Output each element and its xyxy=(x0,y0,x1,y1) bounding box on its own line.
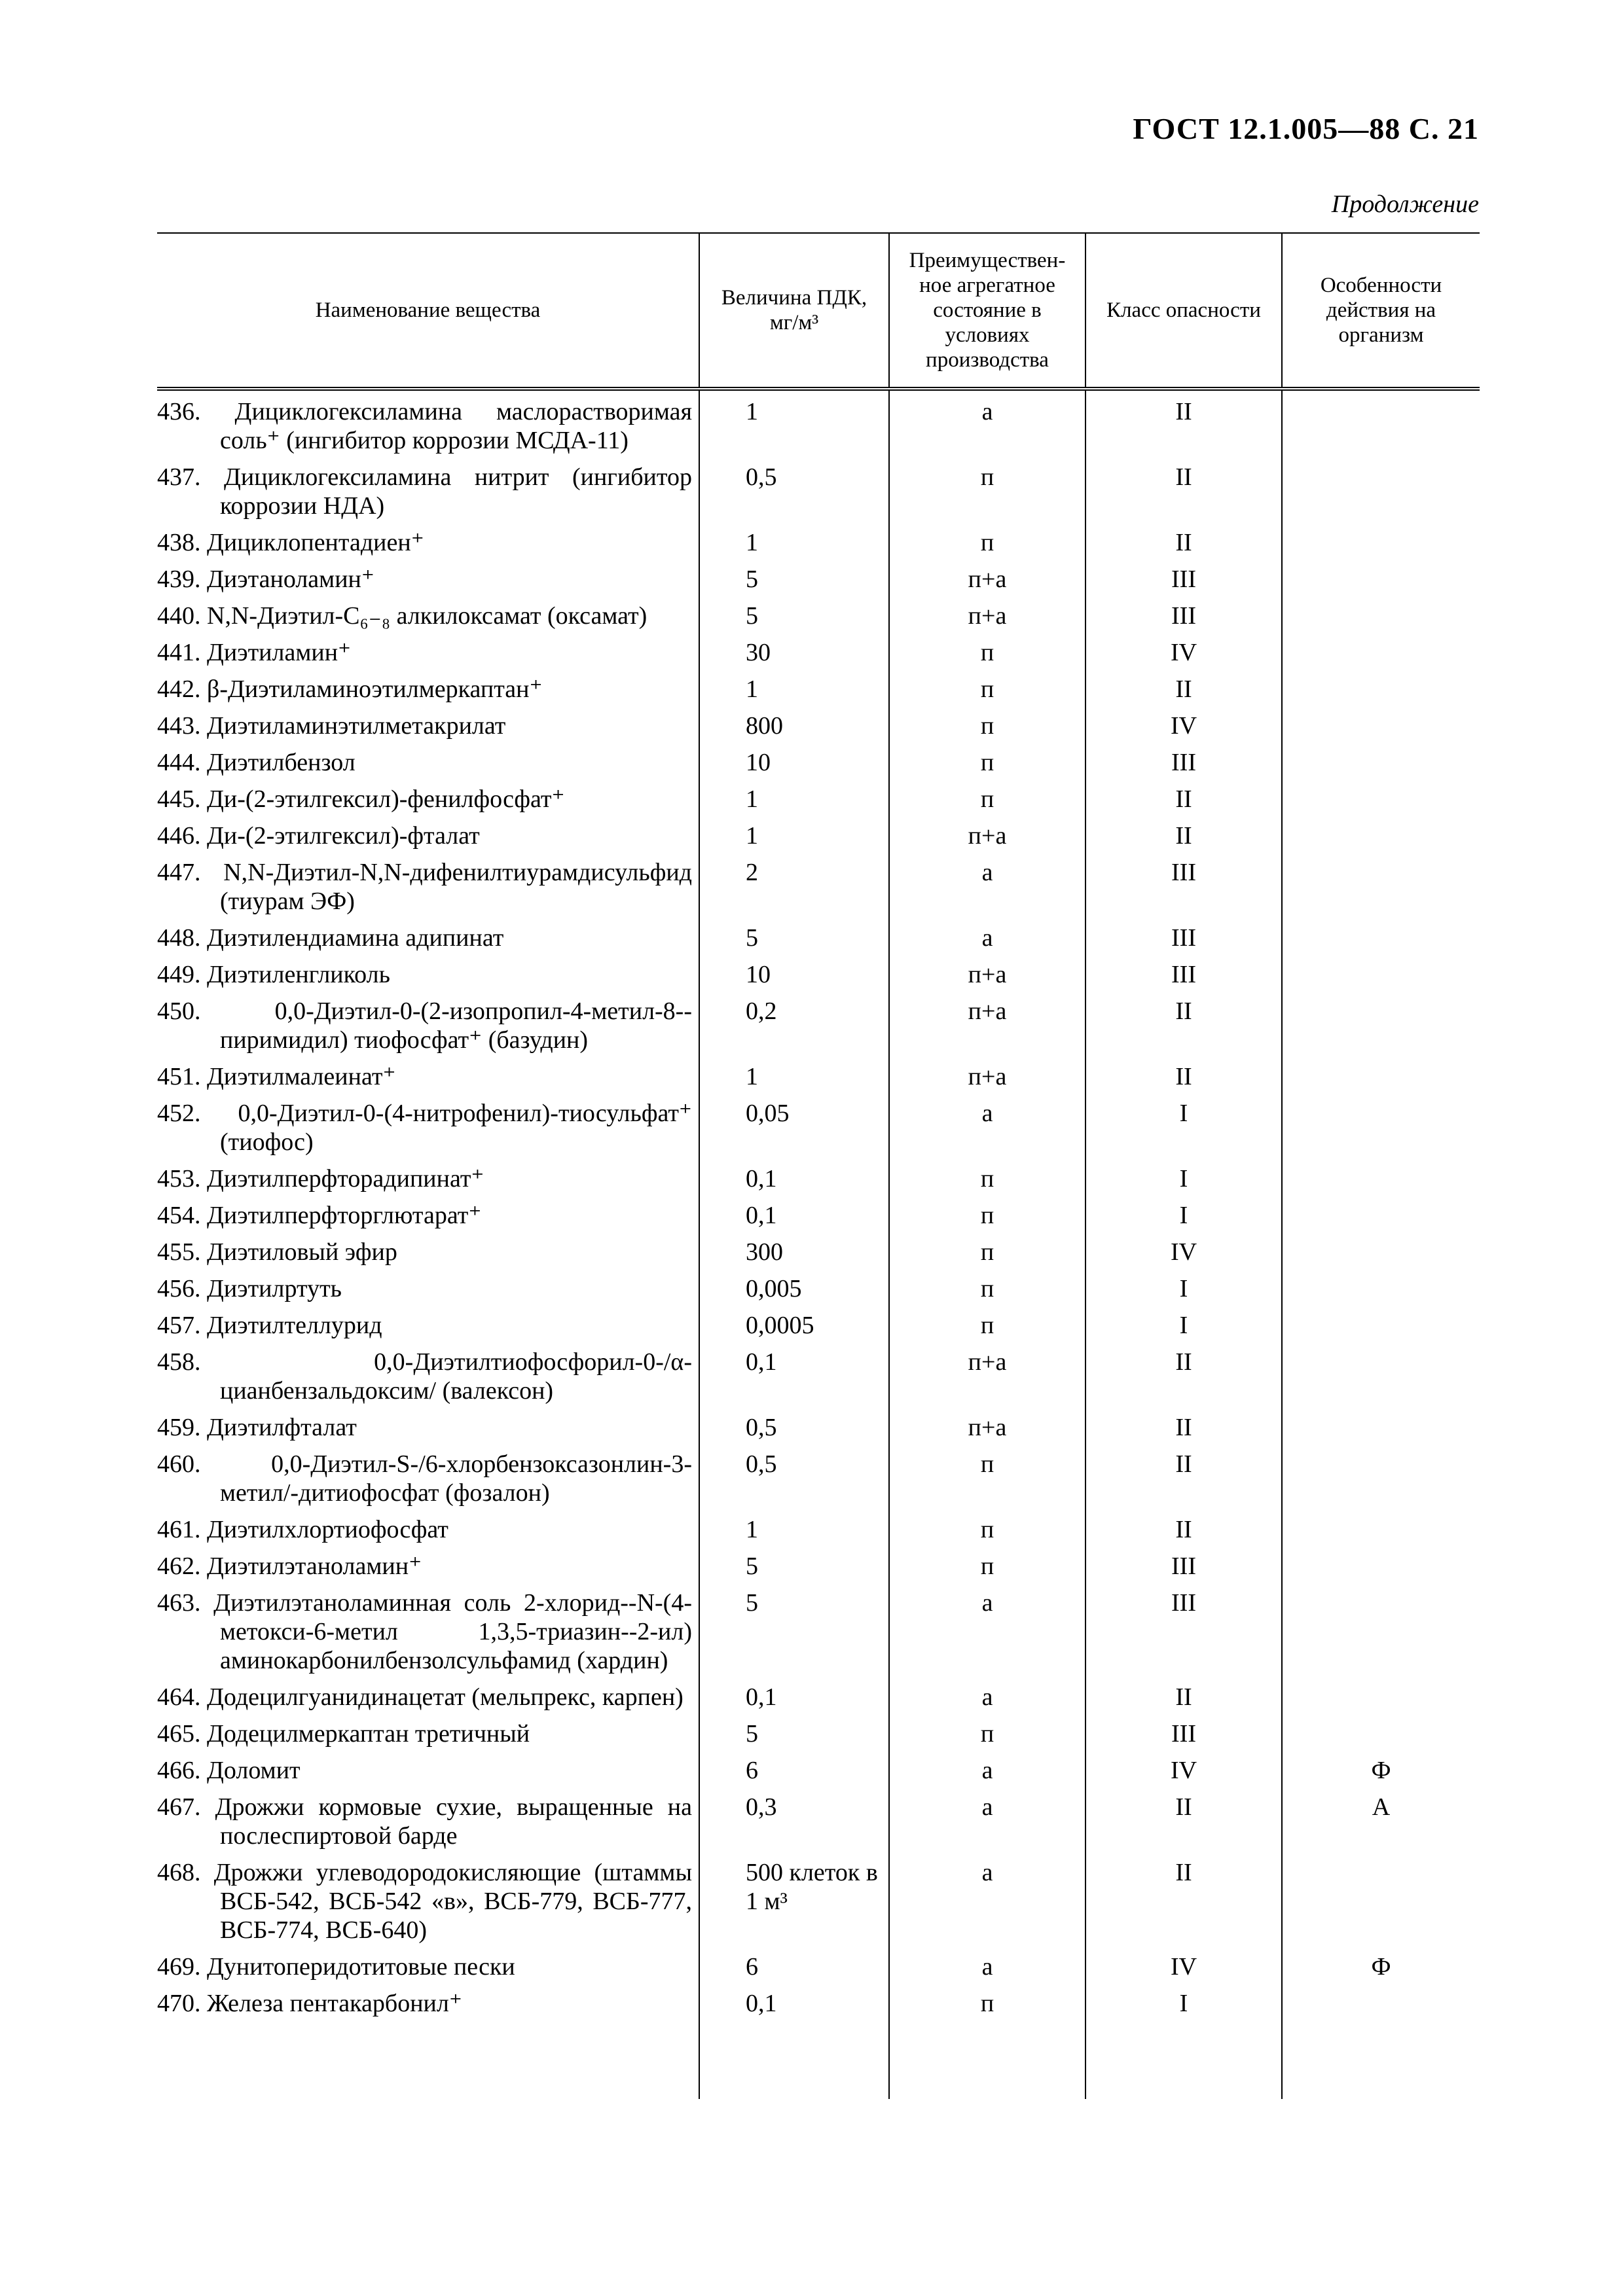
cell-name: 468. Дрожжи углеводородокисляющие (штаммы ВСБ-542, ВСБ-542 «в», ВСБ-779, ВСБ-777, ВСБ-774, ВСБ-640) xyxy=(157,1859,692,1944)
cell-state: п xyxy=(889,1513,1085,1549)
cell-name: 469. Дунитоперидотитовые пески xyxy=(157,1953,515,1981)
cell-pdk: 0,0005 xyxy=(699,1308,889,1345)
cell-name: 453. Диэтилперфторадипинат⁺ xyxy=(157,1165,484,1193)
table-row xyxy=(157,1410,1480,1447)
table-row xyxy=(157,958,1480,994)
cell-name: 446. Ди-(2-этилгексил)-фталат xyxy=(157,822,480,850)
table-row xyxy=(157,672,1480,709)
table-row xyxy=(157,460,1480,526)
table-row xyxy=(157,389,1480,460)
cell-class: III xyxy=(1085,921,1282,958)
cell-state: п xyxy=(889,745,1085,782)
cell-pdk: 0,5 xyxy=(699,1447,889,1513)
cell-name: 450. 0,0-Диэтил-0-(2-изопропил-4-метил-8--пиримидил) тиофосфат⁺ (базудин) xyxy=(157,997,692,1054)
cell-name: 462. Диэтилэтаноламин⁺ xyxy=(157,1552,422,1580)
cell-pdk: 5 xyxy=(699,1586,889,1680)
cell-pdk: 0,5 xyxy=(699,460,889,526)
cell-effect xyxy=(1282,855,1480,921)
cell-state: а xyxy=(889,389,1085,460)
cell-state: п xyxy=(889,672,1085,709)
cell-state: а xyxy=(889,921,1085,958)
cell-class: II xyxy=(1085,460,1282,526)
cell-name: 459. Диэтилфталат xyxy=(157,1414,357,1441)
cell-name: 441. Диэтиламин⁺ xyxy=(157,639,352,666)
column-header-class: Класс опасности xyxy=(1085,233,1282,389)
cell-pdk: 10 xyxy=(699,958,889,994)
cell-effect xyxy=(1282,1198,1480,1235)
table-row xyxy=(157,636,1480,672)
cell-name: 449. Диэтиленгликоль xyxy=(157,961,390,988)
cell-state: п+а xyxy=(889,1345,1085,1410)
cell-name: 456. Диэтилртуть xyxy=(157,1275,342,1302)
cell-effect xyxy=(1282,1162,1480,1198)
cell-class: I xyxy=(1085,1308,1282,1345)
cell-effect xyxy=(1282,389,1480,460)
table-row xyxy=(157,709,1480,745)
cell-name: 447. N,N-Диэтил-N,N-дифенилтиурамдисульфид (тиурам ЭФ) xyxy=(157,859,692,915)
cell-effect xyxy=(1282,526,1480,562)
cell-name: 439. Диэтаноламин⁺ xyxy=(157,565,374,593)
cell-pdk: 1 xyxy=(699,389,889,460)
table-header xyxy=(157,233,1480,389)
table-row xyxy=(157,1856,1480,1950)
cell-effect xyxy=(1282,782,1480,819)
column-header-state: Преимуществен- ное агрегатное состояние в условиях производства xyxy=(889,233,1085,389)
cell-class: II xyxy=(1085,1410,1282,1447)
cell-name: 436. Дициклогексиламина маслорастворимая соль⁺ (ингибитор коррозии МСДА-11) xyxy=(157,398,692,454)
cell-state: п xyxy=(889,1198,1085,1235)
cell-class: II xyxy=(1085,1447,1282,1513)
cell-pdk: 5 xyxy=(699,1717,889,1753)
cell-name: 448. Диэтилендиамина адипинат xyxy=(157,924,504,952)
cell-pdk: 0,005 xyxy=(699,1272,889,1308)
cell-name: 442. β-Диэтиламиноэтилмеркаптан⁺ xyxy=(157,675,543,703)
cell-pdk: 1 xyxy=(699,1060,889,1096)
cell-pdk: 500 клеток в 1 м³ xyxy=(699,1856,889,1950)
cell-pdk: 1 xyxy=(699,782,889,819)
table-body xyxy=(157,389,1480,2099)
cell-pdk: 0,5 xyxy=(699,1410,889,1447)
cell-effect xyxy=(1282,1447,1480,1513)
table-row xyxy=(157,1680,1480,1717)
table-row xyxy=(157,1060,1480,1096)
table-row xyxy=(157,1753,1480,1790)
table-row xyxy=(157,1513,1480,1549)
cell-class: IV xyxy=(1085,1950,1282,1986)
cell-effect xyxy=(1282,636,1480,672)
continuation-label: Продолжение xyxy=(1331,190,1479,218)
column-header-pdk: Величина ПДК, мг/м³ xyxy=(699,233,889,389)
cell-effect xyxy=(1282,1410,1480,1447)
cell-class: II xyxy=(1085,1856,1282,1950)
cell-class: IV xyxy=(1085,636,1282,672)
table-row xyxy=(157,1272,1480,1308)
cell-name: 451. Диэтилмалеинат⁺ xyxy=(157,1063,396,1090)
cell-state: п xyxy=(889,1549,1085,1586)
cell-class: I xyxy=(1085,1272,1282,1308)
cell-class: I xyxy=(1085,1162,1282,1198)
cell-state: п xyxy=(889,1717,1085,1753)
cell-effect xyxy=(1282,1986,1480,2099)
cell-effect xyxy=(1282,599,1480,636)
cell-class: II xyxy=(1085,782,1282,819)
cell-class: II xyxy=(1085,672,1282,709)
cell-pdk: 6 xyxy=(699,1753,889,1790)
table-row xyxy=(157,1096,1480,1162)
cell-state: п xyxy=(889,636,1085,672)
cell-name: 470. Железа пентакарбонил⁺ xyxy=(157,1990,462,2017)
cell-effect xyxy=(1282,672,1480,709)
table-row xyxy=(157,1950,1480,1986)
cell-name: 458. 0,0-Диэтилтиофосфорил-0-/α-цианбензальдоксим/ (валексон) xyxy=(157,1348,692,1405)
cell-state: п xyxy=(889,709,1085,745)
cell-pdk: 5 xyxy=(699,1549,889,1586)
cell-state: п xyxy=(889,1272,1085,1308)
cell-state: п xyxy=(889,1447,1085,1513)
cell-name: 463. Диэтилэтаноламинная соль 2-хлорид--N-(4-метокси-6-метил 1,3,5-триазин--2-ил) аминокарбонилбензолсульфамид (хардин) xyxy=(157,1589,692,1674)
cell-state: а xyxy=(889,1586,1085,1680)
cell-effect: Ф xyxy=(1282,1950,1480,1986)
cell-name: 464. Додецилгуанидинацетат (мельпрекс, карпен) xyxy=(157,1683,684,1711)
cell-effect xyxy=(1282,921,1480,958)
cell-class: II xyxy=(1085,1513,1282,1549)
cell-state: п xyxy=(889,1308,1085,1345)
table-row xyxy=(157,599,1480,636)
cell-state: п xyxy=(889,1986,1085,2099)
cell-name: 466. Доломит xyxy=(157,1757,301,1784)
cell-pdk: 1 xyxy=(699,819,889,855)
cell-pdk: 5 xyxy=(699,921,889,958)
cell-class: I xyxy=(1085,1198,1282,1235)
cell-pdk: 30 xyxy=(699,636,889,672)
table-row xyxy=(157,745,1480,782)
cell-class: III xyxy=(1085,745,1282,782)
table-row xyxy=(157,1308,1480,1345)
table-row xyxy=(157,526,1480,562)
cell-class: III xyxy=(1085,958,1282,994)
cell-effect xyxy=(1282,994,1480,1060)
cell-pdk: 800 xyxy=(699,709,889,745)
cell-pdk: 0,1 xyxy=(699,1345,889,1410)
cell-pdk: 5 xyxy=(699,599,889,636)
cell-name: 465. Додецилмеркаптан третичный xyxy=(157,1720,530,1748)
column-header-name: Наименование вещества xyxy=(315,298,541,322)
table-row xyxy=(157,782,1480,819)
cell-class: II xyxy=(1085,1790,1282,1856)
cell-effect xyxy=(1282,1308,1480,1345)
cell-effect xyxy=(1282,745,1480,782)
cell-effect xyxy=(1282,1856,1480,1950)
cell-state: п xyxy=(889,526,1085,562)
table-row xyxy=(157,1162,1480,1198)
cell-pdk: 10 xyxy=(699,745,889,782)
cell-pdk: 1 xyxy=(699,526,889,562)
cell-pdk: 0,05 xyxy=(699,1096,889,1162)
cell-state: п+а xyxy=(889,819,1085,855)
cell-state: п xyxy=(889,460,1085,526)
cell-pdk: 5 xyxy=(699,562,889,599)
cell-name: 461. Диэтилхлортиофосфат xyxy=(157,1516,448,1543)
cell-pdk: 2 xyxy=(699,855,889,921)
table-row xyxy=(157,819,1480,855)
cell-name: 437. Дициклогексиламина нитрит (ингибитор коррозии НДА) xyxy=(157,463,692,520)
table-row xyxy=(157,1235,1480,1272)
cell-class: IV xyxy=(1085,1753,1282,1790)
cell-pdk: 6 xyxy=(699,1950,889,1986)
cell-effect xyxy=(1282,709,1480,745)
table-row xyxy=(157,1717,1480,1753)
cell-pdk: 0,1 xyxy=(699,1162,889,1198)
cell-name: 457. Диэтилтеллурид xyxy=(157,1312,382,1339)
cell-state: а xyxy=(889,1790,1085,1856)
cell-class: II xyxy=(1085,1345,1282,1410)
cell-class: IV xyxy=(1085,709,1282,745)
table-row xyxy=(157,921,1480,958)
cell-name: 460. 0,0-Диэтил-S-/6-хлорбензоксазонлин-3-метил/-дитиофосфат (фозалон) xyxy=(157,1450,692,1507)
cell-class: II xyxy=(1085,1680,1282,1717)
cell-effect xyxy=(1282,1717,1480,1753)
cell-effect xyxy=(1282,1680,1480,1717)
cell-pdk: 1 xyxy=(699,672,889,709)
cell-class: I xyxy=(1085,1986,1282,2099)
cell-effect xyxy=(1282,1096,1480,1162)
cell-class: II xyxy=(1085,819,1282,855)
cell-name: 443. Диэтиламинэтилметакрилат xyxy=(157,712,506,740)
cell-effect xyxy=(1282,1272,1480,1308)
table-row xyxy=(157,1447,1480,1513)
cell-effect xyxy=(1282,1060,1480,1096)
cell-state: п+а xyxy=(889,562,1085,599)
cell-name: 444. Диэтилбензол xyxy=(157,749,356,776)
cell-effect xyxy=(1282,1549,1480,1586)
cell-pdk: 0,1 xyxy=(699,1198,889,1235)
cell-class: II xyxy=(1085,526,1282,562)
cell-class: III xyxy=(1085,1586,1282,1680)
cell-pdk: 300 xyxy=(699,1235,889,1272)
cell-class: III xyxy=(1085,1549,1282,1586)
cell-name: 440. N,N-Диэтил-C₆₋₈ алкилоксамат (оксамат) xyxy=(157,602,647,630)
cell-effect xyxy=(1282,1586,1480,1680)
cell-pdk: 0,1 xyxy=(699,1986,889,2099)
cell-state: а xyxy=(889,1680,1085,1717)
cell-state: п xyxy=(889,1162,1085,1198)
substances-table xyxy=(157,232,1480,2099)
cell-effect xyxy=(1282,958,1480,994)
cell-state: а xyxy=(889,1753,1085,1790)
cell-effect: Ф xyxy=(1282,1753,1480,1790)
cell-name: 452. 0,0-Диэтил-0-(4-нитрофенил)-тиосульфат⁺ (тиофос) xyxy=(157,1100,692,1156)
column-header-effect: Особенности действия на организм xyxy=(1282,233,1480,389)
cell-state: а xyxy=(889,855,1085,921)
cell-effect: А xyxy=(1282,1790,1480,1856)
cell-name: 438. Дициклопентадиен⁺ xyxy=(157,529,424,556)
cell-class: II xyxy=(1085,1060,1282,1096)
table-row xyxy=(157,994,1480,1060)
cell-name: 455. Диэтиловый эфир xyxy=(157,1238,397,1266)
cell-effect xyxy=(1282,819,1480,855)
cell-class: II xyxy=(1085,994,1282,1060)
cell-effect xyxy=(1282,1345,1480,1410)
table-row xyxy=(157,855,1480,921)
cell-name: 467. Дрожжи кормовые сухие, выращенные на послеспиртовой барде xyxy=(157,1793,692,1850)
cell-pdk: 0,3 xyxy=(699,1790,889,1856)
cell-pdk: 0,1 xyxy=(699,1680,889,1717)
cell-state: а xyxy=(889,1856,1085,1950)
table-row xyxy=(157,562,1480,599)
table-row xyxy=(157,1986,1480,2099)
cell-effect xyxy=(1282,562,1480,599)
table-row xyxy=(157,1549,1480,1586)
cell-state: п+а xyxy=(889,599,1085,636)
cell-name: 445. Ди-(2-этилгексил)-фенилфосфат⁺ xyxy=(157,785,565,813)
cell-class: III xyxy=(1085,562,1282,599)
cell-class: IV xyxy=(1085,1235,1282,1272)
cell-state: п xyxy=(889,782,1085,819)
cell-pdk: 1 xyxy=(699,1513,889,1549)
cell-class: I xyxy=(1085,1096,1282,1162)
page-header: ГОСТ 12.1.005—88 С. 21 xyxy=(1133,112,1479,145)
cell-state: п xyxy=(889,1235,1085,1272)
cell-class: III xyxy=(1085,1717,1282,1753)
cell-name: 454. Диэтилперфторглютарат⁺ xyxy=(157,1202,482,1229)
cell-class: II xyxy=(1085,389,1282,460)
cell-state: а xyxy=(889,1950,1085,1986)
table-row xyxy=(157,1345,1480,1410)
cell-state: п+а xyxy=(889,1060,1085,1096)
cell-state: п+а xyxy=(889,958,1085,994)
cell-effect xyxy=(1282,460,1480,526)
cell-state: п+а xyxy=(889,1410,1085,1447)
cell-effect xyxy=(1282,1235,1480,1272)
cell-state: а xyxy=(889,1096,1085,1162)
table-row xyxy=(157,1586,1480,1680)
cell-state: п+а xyxy=(889,994,1085,1060)
table-row xyxy=(157,1198,1480,1235)
cell-pdk: 0,2 xyxy=(699,994,889,1060)
cell-effect xyxy=(1282,1513,1480,1549)
table-row xyxy=(157,1790,1480,1856)
cell-class: III xyxy=(1085,855,1282,921)
cell-class: III xyxy=(1085,599,1282,636)
